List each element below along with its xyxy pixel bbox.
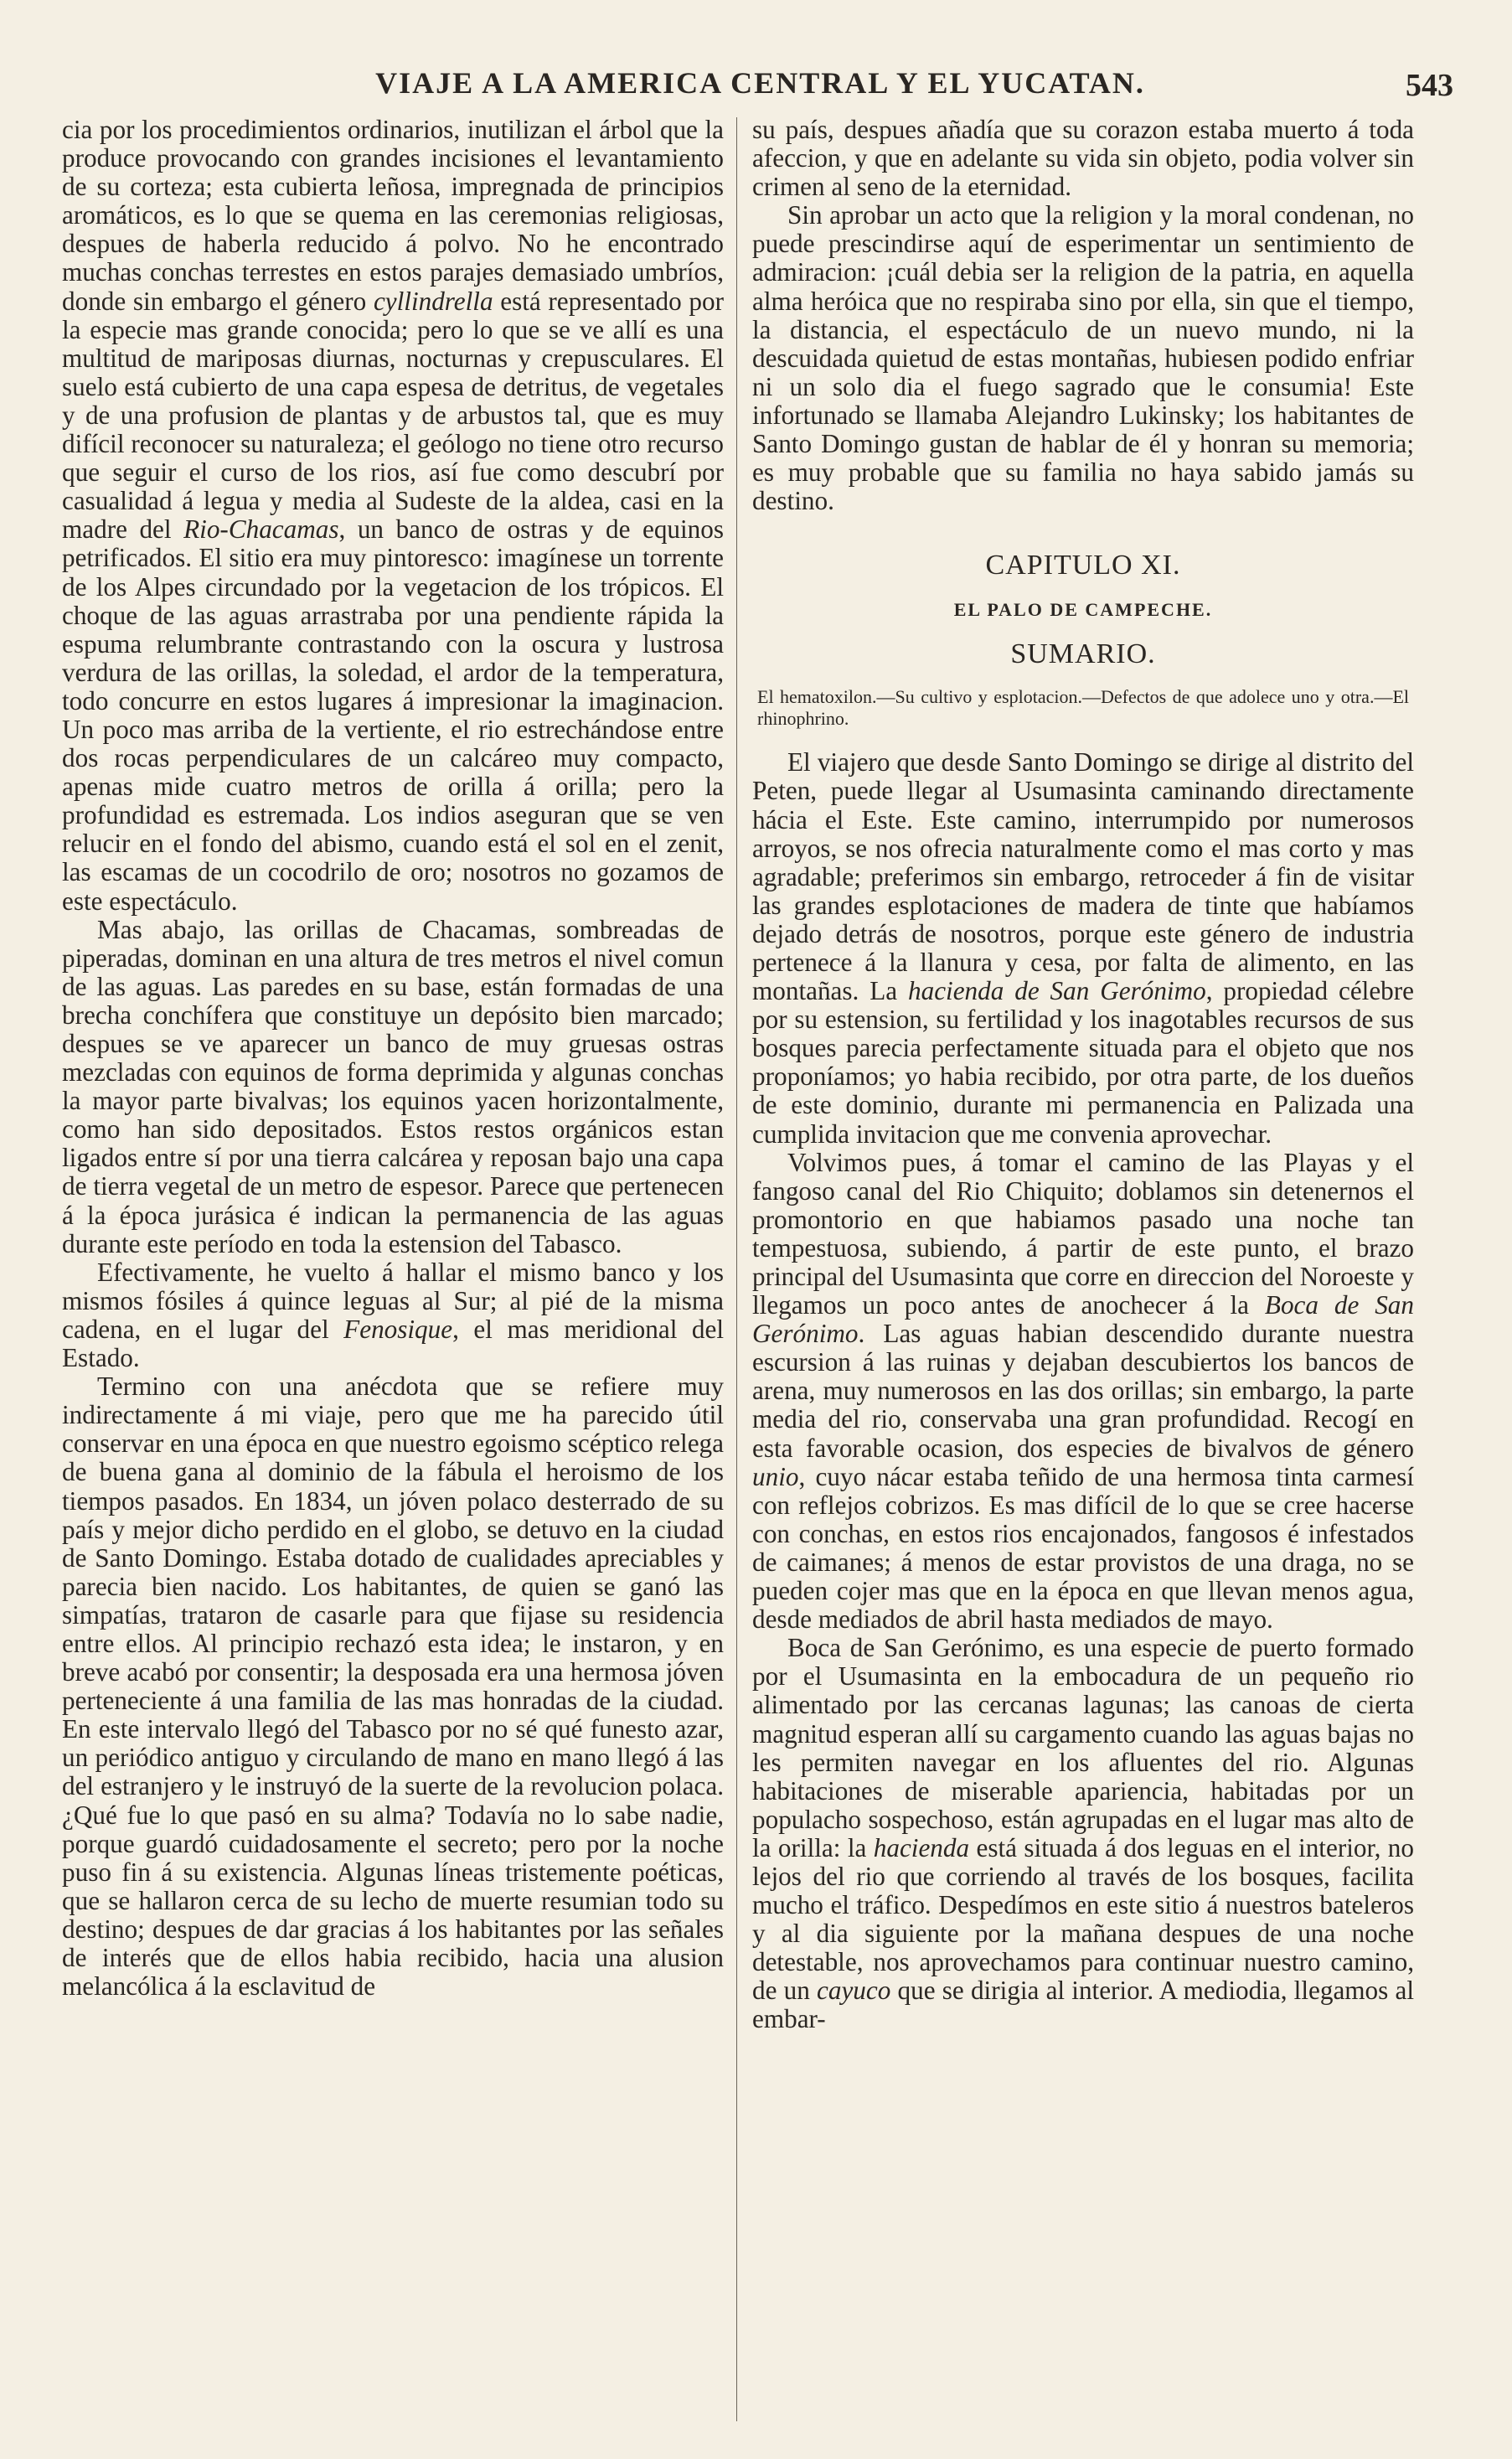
italic-term: hacienda de San Gerónimo: [908, 976, 1206, 1006]
chapter-title: CAPITULO XI.: [985, 550, 1181, 581]
text-run: cia por los procedimientos ordinarios, inutilizan el árbol que la produce provocando con grandes incisiones el levantamiento de su corteza; esta cubierta leñosa, impregnada de principios aromáticos, es lo que se quema en las ceremonias religiosas, despues de haberla reducido á polvo. No he encontrado muchas conchas terrestes en estos parajes demasiado umbríos, donde sin embargo el género: [62, 115, 724, 316]
page-number: 543: [1406, 68, 1453, 103]
text-run: El viajero que desde Santo Domingo se dirige al distrito del Peten, puede llegar al Usumasinta caminando directamente hácia el Este. Este camino, interrumpido por numerosos arroyos, se nos ofrecia naturalmente como el mas corto y mas agradable; preferimos sin embargo, retroceder á fin de visitar las grandes esplotaciones de madera de tinte que habíamos dejado detrás de nosotros, porque este género de industria pertenece á la llanura y cesa, por falta de alimento, en las montañas. La: [752, 747, 1414, 1006]
running-head: [67, 65, 1453, 107]
chapter-subtitle: EL PALO DE CAMPECHE.: [953, 599, 1213, 621]
italic-term: Fenosique: [343, 1314, 453, 1344]
text-run: está situada á dos leguas en el interior, no lejos del rio que corriendo al través de los bosques, facilita mucho el tráfico. Despedímos en este sitio á nuestros bateleros y al dia siguiente por la mañana despues de una noche detestable, nos aprovechamos para continuar nuestro camino, de un: [752, 1832, 1414, 2006]
right-column: [752, 116, 1414, 2034]
text-run: que se dirigia al interior. A mediodia, llegamos al embar-: [752, 1976, 1414, 2034]
text-run: Efectivamente, he vuelto á hallar el mismo banco y los mismos fósiles á quince leguas al Sur; al pié de la misma cadena, en el lugar del: [62, 1257, 724, 1344]
text-run: , cuyo nácar estaba teñido de una hermosa tinta carmesí con reflejos cobrizos. Es mas difícil de lo que se cree hacerse con conchas, en estos rios encajonados, fangosos é infestados de caimanes; á menos de estar provistos de una draga, no se pueden cojer mas que en la época en que llevan menos agua, desde mediados de abril hasta mediados de mayo.: [752, 1461, 1414, 1635]
paragraph: Termino con una anécdota que se refiere muy indirectamente á mi viaje, pero que me ha parecido útil conservar en una época en que nuestro egoismo scéptico relega de buena gana al dominio de la fábula el heroismo de los tiempos pasados. En 1834, un jóven polaco desterrado de su país y mejor dicho perdido en el globo, se detuvo en la ciudad de Santo Domingo. Estaba dotado de cualidades apreciables y parecia bien nacido. Los habitantes, de quien se ganó las simpatías, trataron de casarle para que fijase su residencia entre ellos. Al principio rechazó esta idea; le instaron, y en breve acabó por consentir; la desposada era una hermosa jóven perteneciente á una familia de las mas honradas de la ciudad. En este intervalo llegó del Tabasco por no sé qué funesto azar, un periódico antiguo y circulando de mano en mano llegó á las del estranjero y le instruyó de la suerte de la revolucion polaca. ¿Qué fue lo que pasó en su alma? Todavía no lo sabe nadie, porque guardó cuidadosamente el secreto; pero por la noche puso fin á su existencia. Algunas líneas tristemente poéticas, que se hallaron cerca de su lecho de muerte resumian todo su destino; despues de dar gracias á los habitantes por las señales de interés que de ellos habia recibido, hacia una alusion melancólica á la esclavitud de: [62, 1372, 724, 2002]
text-run: , propiedad célebre por su estension, su fertilidad y los inagotables recursos de sus bosques parecia perfectamente situada para el objeto que nos proponíamos; yo habia recibido, por otra parte, de los dueños de este dominio, durante mi permanencia en Palizada una cumplida invitacion que me convenia aprovechar.: [752, 976, 1415, 1149]
text-run: , el mas meridional del Estado.: [62, 1314, 724, 1373]
left-column: [62, 116, 724, 2001]
paragraph: su país, despues añadía que su corazon estaba muerto á toda afeccion, y que en adelante su vida sin objeto, podia volver sin crimen al seno de la eternidad.: [752, 115, 1414, 202]
summary-text: El hematoxilon.—Su cultivo y esplotacion.—Defectos de que adolece uno y otra.—El rhinophrino.: [757, 686, 1409, 730]
paragraph: [752, 748, 1414, 1148]
paragraph: [62, 1258, 724, 1372]
paragraph: [62, 116, 724, 916]
italic-term: cayuco: [817, 1976, 891, 2006]
italic-term: unio: [752, 1461, 799, 1491]
text-run: . Las aguas habian descendido durante nuestra escursion á las ruinas y dejaban descubiertos los bancos de arena, muy numerosos en las dos orillas; sin embargo, la parte media del rio, conservaba una gran profundidad. Recogí en esta favorable ocasion, dos especies de bivalvos de género: [752, 1319, 1414, 1463]
summary-heading: SUMARIO.: [1010, 638, 1156, 670]
text-run: Volvimos pues, á tomar el camino de las Playas y el fangoso canal del Rio Chiquito; doblamos sin detenernos el promontorio en que habiamos pasado una noche tan tempestuosa, subiendo, á partir de este punto, el brazo principal del Usumasinta que corre en direccion del Noroeste y llegamos un poco antes de anochecer á la: [752, 1147, 1414, 1320]
italic-term: Rio-Chacamas: [183, 514, 339, 545]
running-title: VIAJE A LA AMERICA CENTRAL Y EL YUCATAN.: [375, 66, 1145, 100]
paragraph: [752, 1149, 1414, 1635]
italic-term: cyllindrella: [373, 286, 493, 316]
paragraph: Sin aprobar un acto que la religion y la moral condenan, no puede prescindirse aquí de esperimentar un sentimiento de admiracion: ¡cuál debia ser la religion de la patria, en aquella alma heróica que no respiraba sino por ella, sin que el tiempo, la distancia, el espectáculo de un nuevo mundo, ni la descuidada quietud de estas montañas, hubiesen podido enfriar ni un solo dia el fuego sagrado que le consumia! Este infortunado se llamaba Alejandro Lukinsky; los habitantes de Santo Domingo gustan de hablar de él y honran su memoria; es muy probable que su familia no haya sabido jamás su destino.: [752, 200, 1414, 516]
column-divider: [736, 117, 737, 2421]
text-run: , un banco de ostras y de equinos petrificados. El sitio era muy pintoresco: imagínese un torrente de los Alpes circundado por la vegetacion de los trópicos. El choque de las aguas arrastraba por una pendiente rápida la espuma relumbrante contrastando con la oscura y lustrosa verdura de las orillas, la soledad, el ardor de la temperatura, todo concurre en estos lugares á impresionar la imaginacion. Un poco mas arriba de la vertiente, el rio estrechándose entre dos rocas perpendiculares de un calcáreo muy compacto, apenas mide cuatro metros de orilla á orilla; pero la profundidad es estremada. Los indios aseguran que se ven relucir en el fondo del abismo, cuando está el sol en el zenit, las escamas de un cocodrilo de oro; nosotros no gozamos de este espectáculo.: [62, 514, 725, 916]
text-run: Boca de San Gerónimo, es una especie de puerto formado por el Usumasinta en la embocadura de un pequeño rio alimentado por las cercanas lagunas; las canoas de cierta magnitud esperan allí su cargamento cuando las aguas bajas no les permiten navegar en los afluentes del rio. Algunas habitaciones de miserable apariencia, habitadas por un populacho sospechoso, están agrupadas en el lugar mas alto de la orilla: la: [752, 1633, 1414, 1862]
paragraph: Mas abajo, las orillas de Chacamas, sombreadas de piperadas, dominan en una altura de tres metros el nivel comun de las aguas. Las paredes en su base, están formadas de una brecha conchífera que constituye un depósito bien marcado; despues se ve aparecer un banco de muy gruesas ostras mezcladas con equinos de forma deprimida y algunas conchas la mayor parte bivalvas; los equinos yacen horizontalmente, como han sido depositados. Estos restos orgánicos estan ligados entre sí por una tierra calcárea y reposan bajo una capa de tierra vegetal de un metro de espesor. Parece que pertenecen á la época jurásica é indican la permanencia de las aguas durante este período en toda la estension del Tabasco.: [62, 914, 724, 1258]
text-run: está representado por la especie mas grande conocida; pero lo que se ve allí es una multitud de mariposas diurnas, nocturnas y crepusculares. El suelo está cubierto de una capa espesa de detritus, de vegetales y de una profusion de plantas y de arbustos tal, que es muy difícil reconocer su naturaleza; el geólogo no tiene otro recurso que seguir el curso de los rios, así fue como descubrí por casualidad á legua y media al Sudeste de la aldea, casi en la madre del: [62, 286, 724, 545]
italic-term: Boca de San Gerónimo: [752, 1290, 1414, 1349]
italic-term: hacienda: [873, 1832, 970, 1862]
paragraph: [752, 1634, 1414, 2033]
